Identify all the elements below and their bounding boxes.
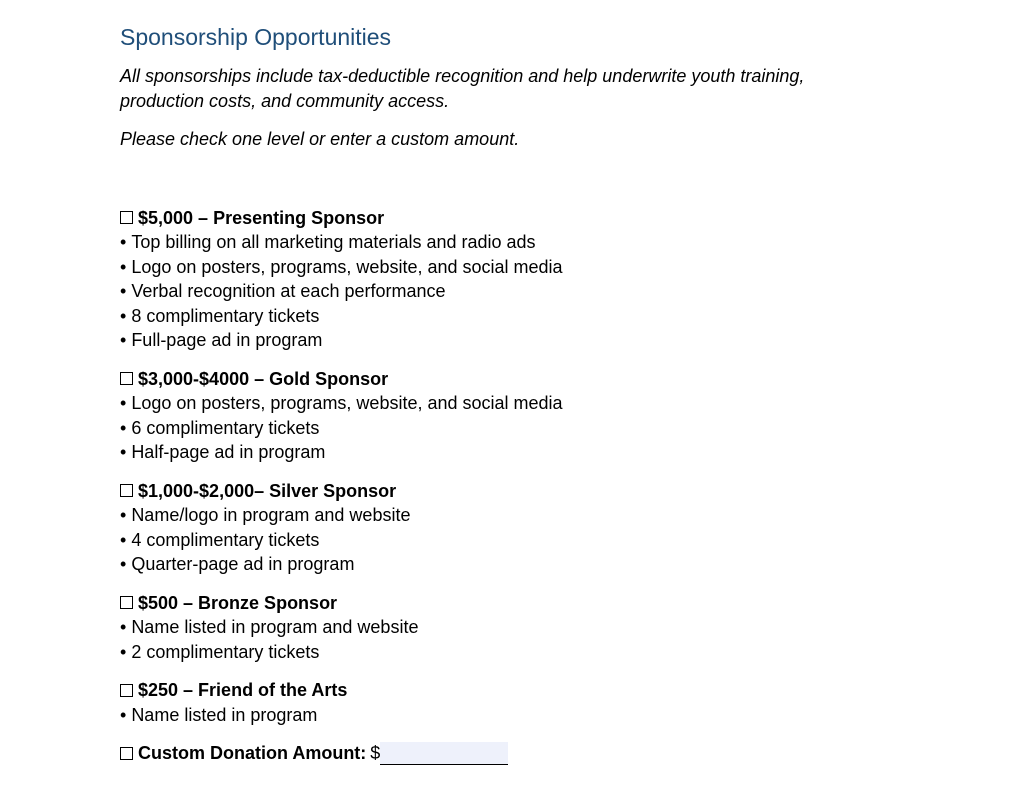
intro-text: All sponsorships include tax-deductible recognition and help underwrite youth training, production costs, and community access. bbox=[120, 66, 805, 111]
benefit-item: • Logo on posters, programs, website, and social media bbox=[120, 391, 920, 416]
sponsorship-levels bbox=[120, 206, 920, 766]
level-label: $3,000-$4000 – Gold Sponsor bbox=[138, 368, 389, 389]
benefit-list bbox=[120, 503, 920, 577]
sponsorship-form bbox=[120, 22, 920, 766]
presenting-checkbox[interactable] bbox=[120, 211, 133, 224]
silver-checkbox[interactable] bbox=[120, 484, 133, 497]
benefit-list bbox=[120, 391, 920, 465]
custom-donation-row bbox=[120, 741, 920, 766]
benefit-item: • Half-page ad in program bbox=[120, 440, 920, 465]
level-label: $5,000 – Presenting Sponsor bbox=[138, 207, 385, 228]
benefit-item: • Name listed in program and website bbox=[120, 615, 920, 640]
benefit-item: • Name listed in program bbox=[120, 703, 920, 728]
gold-checkbox[interactable] bbox=[120, 372, 133, 385]
custom-amount-input[interactable] bbox=[380, 742, 508, 765]
benefit-item: • Logo on posters, programs, website, and social media bbox=[120, 255, 920, 280]
level-heading bbox=[120, 367, 920, 392]
instruction-text: Please check one level or enter a custom amount. bbox=[120, 129, 520, 149]
friend-checkbox[interactable] bbox=[120, 684, 133, 697]
level-bronze bbox=[120, 591, 920, 665]
level-heading bbox=[120, 206, 920, 231]
benefit-item: • Full-page ad in program bbox=[120, 328, 920, 353]
page-title: Sponsorship Opportunities bbox=[120, 24, 392, 50]
benefit-item: • 2 complimentary tickets bbox=[120, 640, 920, 665]
benefit-list bbox=[120, 615, 920, 664]
benefit-item: • Name/logo in program and website bbox=[120, 503, 920, 528]
level-heading bbox=[120, 591, 920, 616]
level-heading bbox=[120, 479, 920, 504]
level-label: $500 – Bronze Sponsor bbox=[138, 592, 338, 613]
benefit-list bbox=[120, 703, 920, 728]
level-gold bbox=[120, 367, 920, 465]
benefit-item: • 8 complimentary tickets bbox=[120, 304, 920, 329]
benefit-item: • Top billing on all marketing materials and radio ads bbox=[120, 230, 920, 255]
level-presenting bbox=[120, 206, 920, 353]
currency-symbol: $ bbox=[370, 743, 381, 763]
benefit-item: • 4 complimentary tickets bbox=[120, 528, 920, 553]
level-label: $250 – Friend of the Arts bbox=[138, 680, 348, 700]
level-friend bbox=[120, 678, 920, 727]
benefit-item: • Quarter-page ad in program bbox=[120, 552, 920, 577]
level-heading bbox=[120, 678, 920, 703]
benefit-list bbox=[120, 230, 920, 353]
level-silver bbox=[120, 479, 920, 577]
benefit-item: • 6 complimentary tickets bbox=[120, 416, 920, 441]
custom-donation-label: Custom Donation Amount: bbox=[138, 743, 367, 763]
level-label: $1,000-$2,000– Silver Sponsor bbox=[138, 480, 397, 501]
benefit-item: • Verbal recognition at each performance bbox=[120, 279, 920, 304]
custom-checkbox[interactable] bbox=[120, 747, 133, 760]
bronze-checkbox[interactable] bbox=[120, 596, 133, 609]
